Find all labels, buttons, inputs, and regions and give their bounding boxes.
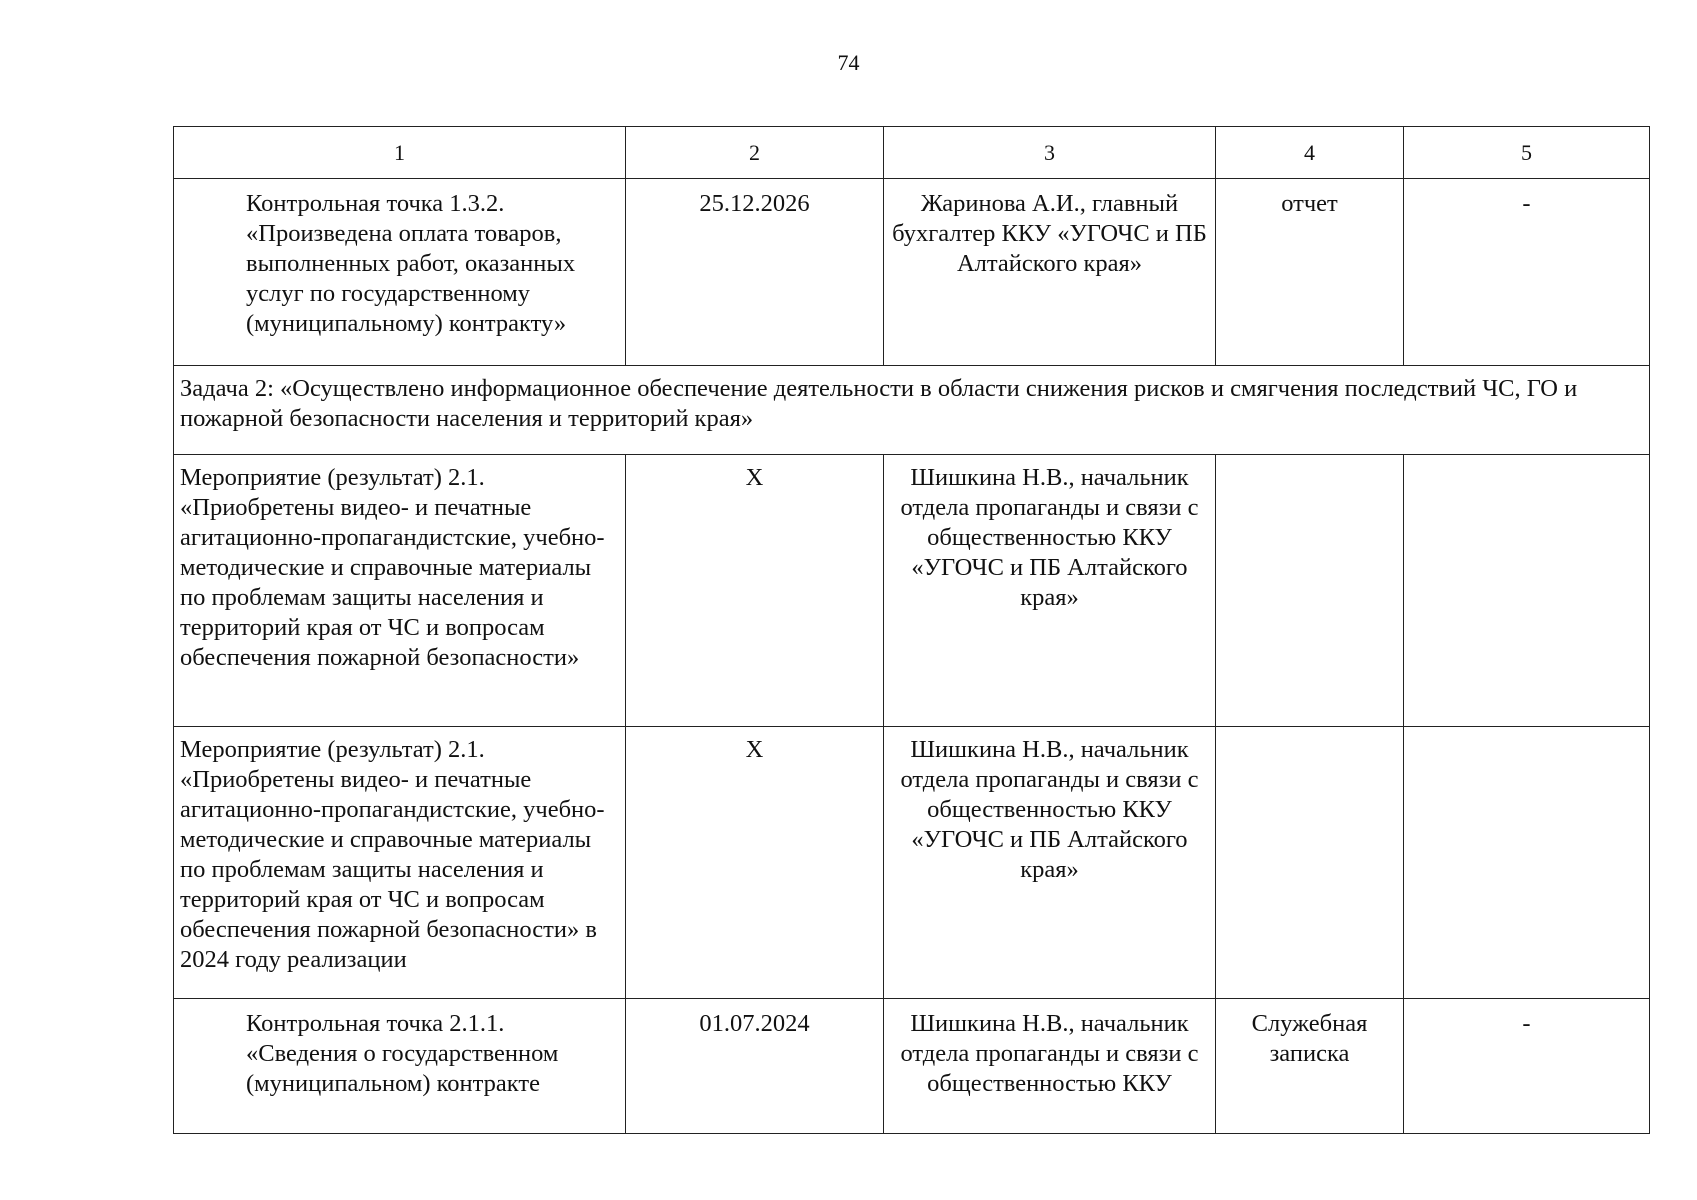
row-responsible: Шишкина Н.В., начальник отдела пропаганды и связи с общественностью ККУ «УГОЧС и ПБ Алтайского края» [884, 455, 1216, 727]
row-system: - [1404, 179, 1650, 366]
page-number: 74 [837, 50, 860, 75]
column-number-5: 5 [1404, 127, 1650, 179]
row-date: 01.07.2024 [626, 999, 884, 1134]
row-system [1404, 455, 1650, 727]
row-date: X [626, 455, 884, 727]
row-responsible: Жаринова А.И., главный бухгалтер ККУ «УГОЧС и ПБ Алтайского края» [884, 179, 1216, 366]
column-number-3: 3 [884, 127, 1216, 179]
table-row [174, 999, 1650, 1134]
row-responsible: Шишкина Н.В., начальник отдела пропаганды и связи с общественностью ККУ [884, 999, 1216, 1134]
table-row [174, 179, 1650, 366]
row-document [1216, 727, 1404, 999]
row-responsible: Шишкина Н.В., начальник отдела пропаганды и связи с общественностью ККУ «УГОЧС и ПБ Алтайского края» [884, 727, 1216, 999]
row-date: X [626, 727, 884, 999]
table-row [174, 727, 1650, 999]
row-name: Мероприятие (результат) 2.1. «Приобретены видео- и печатные агитационно-пропагандистские, учебно-методические и справочные материалы по проблемам защиты населения и территорий края от ЧС и вопросам обеспечения пожарной безопасности» [174, 455, 626, 727]
row-name: Мероприятие (результат) 2.1. «Приобретены видео- и печатные агитационно-пропагандистские, учебно-методические и справочные материалы по проблемам защиты населения и территорий края от ЧС и вопросам обеспечения пожарной безопасности» в 2024 году реализации [174, 727, 626, 999]
row-name: Контрольная точка 2.1.1. «Сведения о государственном (муниципальном) контракте [174, 999, 626, 1134]
table-header-row [174, 127, 1650, 179]
task-heading: Задача 2: «Осуществлено информационное обеспечение деятельности в области снижения рисков и смягчения последствий ЧС, ГО и пожарной безопасности населения и территорий края» [174, 366, 1650, 455]
row-document [1216, 455, 1404, 727]
row-date: 25.12.2026 [626, 179, 884, 366]
table-row [174, 455, 1650, 727]
row-system: - [1404, 999, 1650, 1134]
plan-table [173, 126, 1650, 1134]
column-number-4: 4 [1216, 127, 1404, 179]
row-system [1404, 727, 1650, 999]
column-number-2: 2 [626, 127, 884, 179]
column-number-1: 1 [174, 127, 626, 179]
row-name: Контрольная точка 1.3.2. «Произведена оплата товаров, выполненных работ, оказанных услуг по государственному (муниципальному) контракту» [174, 179, 626, 366]
task-row [174, 366, 1650, 455]
row-document: отчет [1216, 179, 1404, 366]
row-document: Служебная записка [1216, 999, 1404, 1134]
